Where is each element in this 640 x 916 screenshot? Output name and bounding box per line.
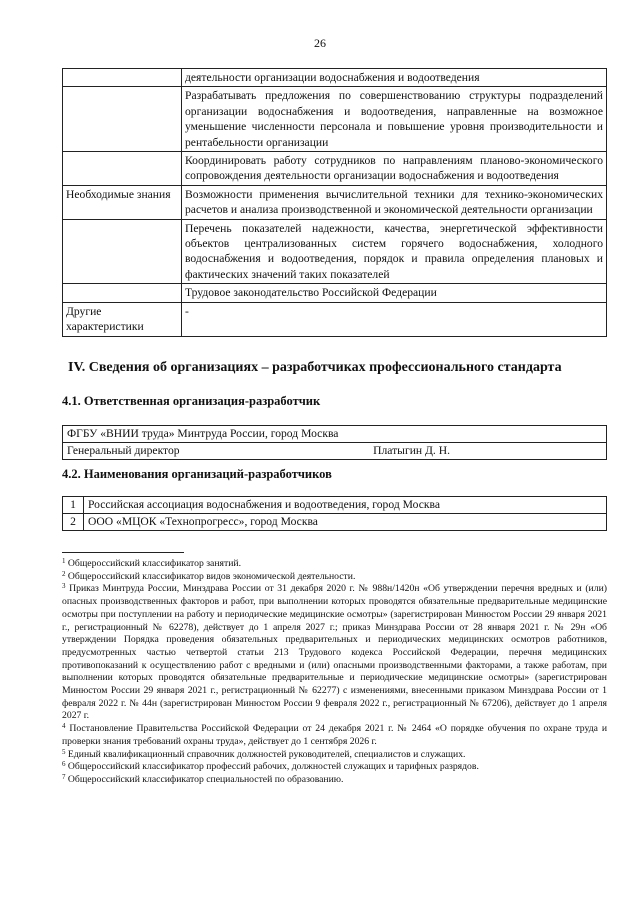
footnote xyxy=(62,558,607,571)
footnote-mark: 5 xyxy=(62,747,66,756)
table-row xyxy=(63,69,607,87)
row-text: Трудовое законодательство Российской Федерации xyxy=(182,284,607,302)
developer-name: ООО «МЦОК «Технопрогресс», город Москва xyxy=(84,514,607,531)
footnote xyxy=(62,774,607,787)
footnote-text: Общероссийский классификатор специальностей по образованию. xyxy=(67,773,344,785)
page-number: 26 xyxy=(314,36,326,50)
row-text: деятельности организации водоснабжения и водоотведения xyxy=(182,69,607,87)
footnote xyxy=(62,571,607,584)
footnote xyxy=(62,749,607,762)
footnote-divider xyxy=(62,552,184,553)
developer-name: Российская ассоциация водоснабжения и водоотведения, город Москва xyxy=(84,497,607,514)
subsection-title-responsible: 4.1. Ответственная организация-разработчик xyxy=(62,394,321,408)
table-row xyxy=(63,152,607,186)
footnote xyxy=(62,761,607,774)
row-label: Другие характеристики xyxy=(63,302,182,336)
section-title: IV. Сведения об организациях – разработчиках профессионального стандарта xyxy=(68,360,562,375)
responsible-organization-table xyxy=(62,425,607,460)
footnote-text: Постановление Правительства Российской Федерации от 24 декабря 2021 г. № 2464 «О порядке обучения по охране труда и проверки знания требований охраны труда», действует до 1 сентября 2026 г. xyxy=(62,723,607,747)
table-row xyxy=(63,497,607,514)
table-row xyxy=(63,443,607,460)
footnote-mark: 3 xyxy=(62,582,66,591)
table-row xyxy=(63,87,607,152)
row-label xyxy=(63,219,182,284)
footnote-text: Общероссийский классификатор профессий рабочих, должностей служащих и тарифных разрядов. xyxy=(67,761,479,773)
footnote-text: Общероссийский классификатор занятий. xyxy=(67,558,242,569)
table-row xyxy=(63,284,607,302)
table-row xyxy=(63,426,607,443)
footnote-text: Единый квалификационный справочник должностей руководителей, специалистов и служащих. xyxy=(67,748,466,760)
footnote-mark: 4 xyxy=(62,722,66,731)
row-text: Перечень показателей надежности, качества, энергетической эффективности объектов централизованных систем горячего водоснабжения, холодного водоснабжения и водоотведения, порядок и правила определения плановых и фактических значений таких показателей xyxy=(182,219,607,284)
table-row xyxy=(63,302,607,336)
row-text: Возможности применения вычислительной техники для технико-экономических расчетов и анализа производственной и экономической деятельности организации xyxy=(182,185,607,219)
footnote-mark: 7 xyxy=(62,772,66,781)
footnote-mark: 1 xyxy=(62,557,66,565)
row-number: 2 xyxy=(63,514,84,531)
row-label: Необходимые знания xyxy=(63,185,182,219)
row-label xyxy=(63,284,182,302)
row-text: Координировать работу сотрудников по направлениям планово-экономического сопровождения деятельности организации водоснабжения и водоотведения xyxy=(182,152,607,186)
requirements-table xyxy=(62,68,607,337)
row-label xyxy=(63,152,182,186)
director-name: Платыгин Д. Н. xyxy=(373,444,450,457)
table-row xyxy=(63,219,607,284)
footnote-mark: 6 xyxy=(62,760,66,769)
organization-name: ФГБУ «ВНИИ труда» Минтруда России, город Москва xyxy=(63,426,607,443)
director-line xyxy=(67,444,602,458)
subsection-title-developers: 4.2. Наименования организаций-разработчиков xyxy=(62,467,332,481)
director-position: Генеральный директор xyxy=(67,444,180,457)
row-label xyxy=(63,69,182,87)
developer-organizations-table xyxy=(62,496,607,531)
row-label xyxy=(63,87,182,152)
table-row xyxy=(63,185,607,219)
footnote-text: Общероссийский классификатор видов экономической деятельности. xyxy=(67,570,356,582)
row-text: Разрабатывать предложения по совершенствованию структуры подразделений организации водоснабжения и водоотведения, направленные на возможное уменьшение численности персонала и повышение уровня производительности и рентабельности организации xyxy=(182,87,607,152)
footnote xyxy=(62,583,607,723)
row-number: 1 xyxy=(63,497,84,514)
footnote-mark: 2 xyxy=(62,569,66,578)
footnotes xyxy=(62,558,607,787)
row-text: - xyxy=(182,302,607,336)
table-row xyxy=(63,514,607,531)
footnote-text: Приказ Минтруда России, Минздрава России от 31 декабря 2020 г. № 988н/1420н «Об утверждении перечня вредных и (или) опасных производственных факторов и работ, при выполнении которых проводятся обязательные предварительные медицинские осмотры при поступлении на работу и периодические медицинские осмотры» (зарегистрирован Минюстом России 29 января 2021 г., регистрационный № 62278), действует до 1 апреля 2027 г.; приказ Минздрава России от 28 января 2021 г. № 29н «Об утверждении Порядка проведения обязательных предварительных и периодических медицинских осмотров работников, предусмотренных частью четвертой статьи 213 Трудового кодекса Российской Федерации, перечня медицинских противопоказаний к осуществлению работ с вредными и (или) опасными производственными факторами, а также работам, при выполнении которых проводятся обязательные предварительные и периодические медицинские осмотры» (зарегистрирован Минюстом России 29 января 2021 г., регистрационный № 62277) с изменениями, внесенными приказом Минздрава России от 1 февраля 2022 г. № 44н (зарегистрирован Минюстом России 9 февраля 2022 г., регистрационный № 67206), действует до 1 апреля 2027 г. xyxy=(62,583,607,722)
footnote xyxy=(62,723,607,748)
